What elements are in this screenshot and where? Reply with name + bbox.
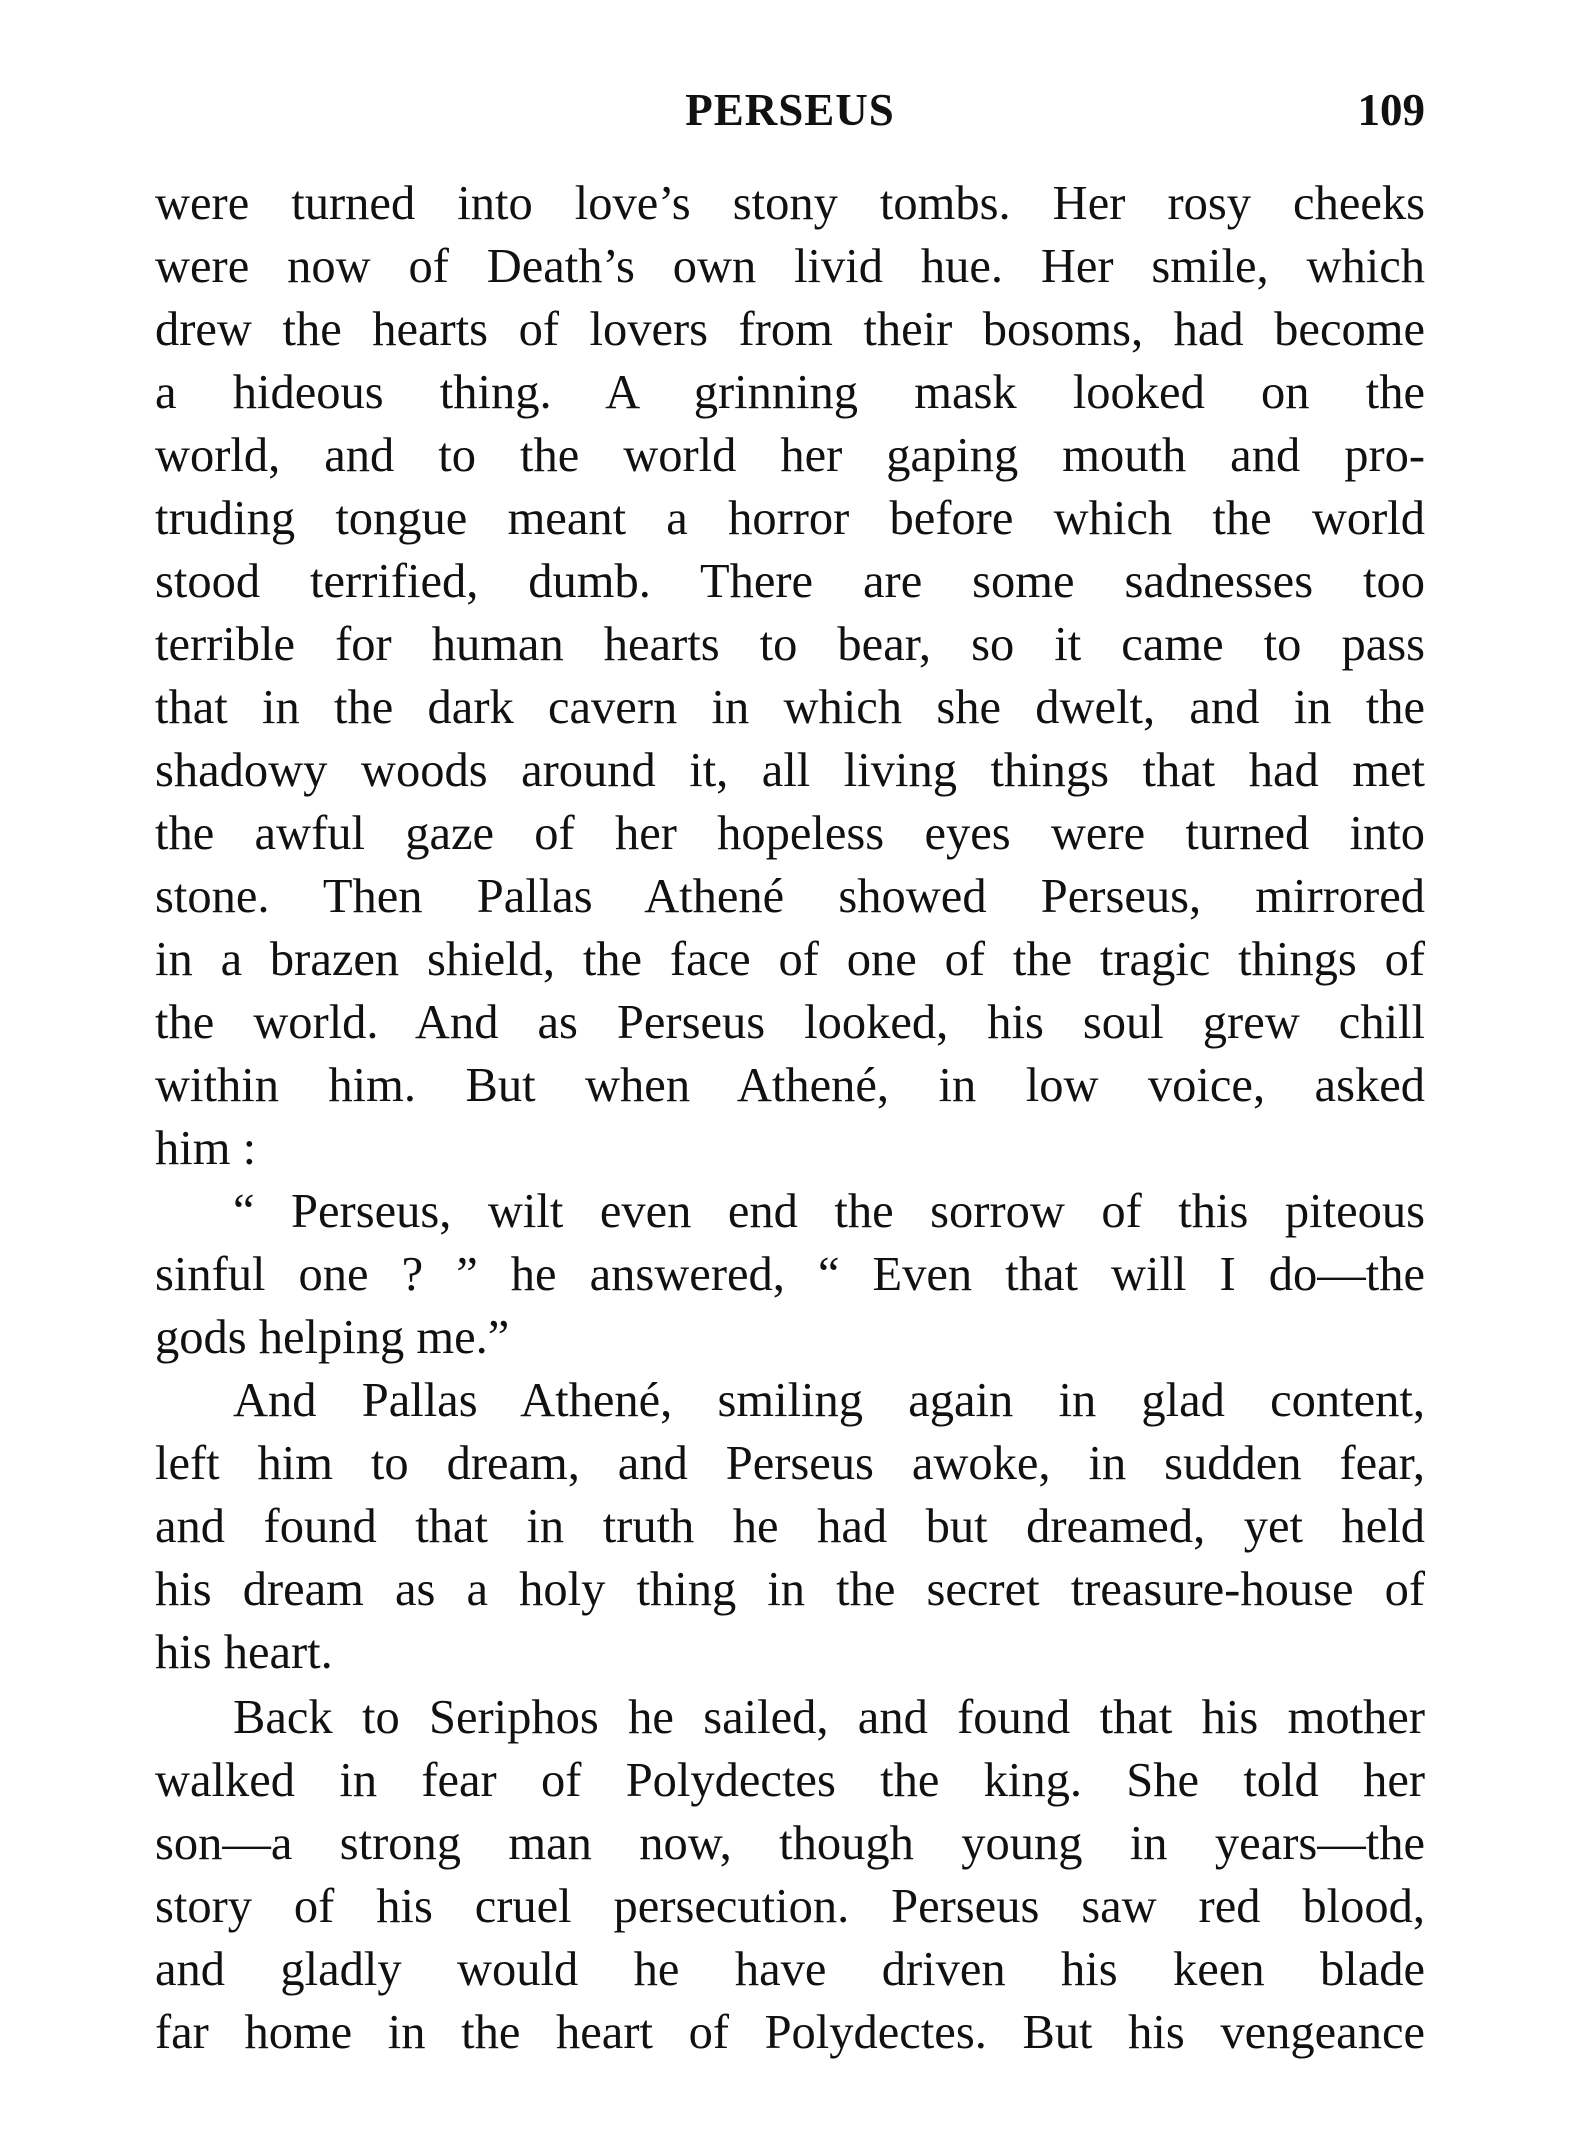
text-line: Back to Seriphos he sailed, and found that his mother bbox=[233, 1691, 1425, 1744]
text-line: world, and to the world her gaping mouth and pro- bbox=[155, 429, 1425, 482]
text-line: and found that in truth he had but dreamed, yet held bbox=[155, 1500, 1425, 1553]
text-line: son—a strong man now, though young in years—the bbox=[155, 1817, 1425, 1870]
text-line: that in the dark cavern in which she dwelt, and in the bbox=[155, 681, 1425, 734]
text-line: shadowy woods around it, all living things that had met bbox=[155, 744, 1425, 797]
text-line: sinful one ? ” he answered, “ Even that will I do—the bbox=[155, 1248, 1425, 1301]
text-line: the awful gaze of her hopeless eyes were turned into bbox=[155, 807, 1425, 860]
text-line: within him. But when Athené, in low voice, asked bbox=[155, 1059, 1425, 1112]
text-line: story of his cruel persecution. Perseus saw red blood, bbox=[155, 1880, 1425, 1933]
text-line: stone. Then Pallas Athené showed Perseus, mirrored bbox=[155, 870, 1425, 923]
text-line: the world. And as Perseus looked, his soul grew chill bbox=[155, 996, 1425, 1049]
text-line: and gladly would he have driven his keen blade bbox=[155, 1943, 1425, 1996]
text-line: were now of Death’s own livid hue. Her smile, which bbox=[155, 240, 1425, 293]
text-line: his heart. bbox=[155, 1626, 333, 1679]
body-text bbox=[155, 172, 1425, 2064]
text-line: “ Perseus, wilt even end the sorrow of this piteous bbox=[233, 1185, 1425, 1238]
text-line: drew the hearts of lovers from their bosoms, had become bbox=[155, 303, 1425, 356]
text-line: And Pallas Athené, smiling again in glad content, bbox=[233, 1374, 1425, 1427]
text-line: a hideous thing. A grinning mask looked on the bbox=[155, 366, 1425, 419]
running-title: PERSEUS bbox=[685, 85, 895, 135]
text-line: truding tongue meant a horror before which the world bbox=[155, 492, 1425, 545]
text-line: him : bbox=[155, 1122, 257, 1175]
text-line: were turned into love’s stony tombs. Her rosy cheeks bbox=[155, 177, 1425, 230]
text-line: left him to dream, and Perseus awoke, in sudden fear, bbox=[155, 1437, 1425, 1490]
text-line: far home in the heart of Polydectes. But his vengeance bbox=[155, 2006, 1425, 2059]
page-number: 109 bbox=[1357, 85, 1425, 135]
text-line: his dream as a holy thing in the secret treasure-house of bbox=[155, 1563, 1425, 1616]
text-line: stood terrified, dumb. There are some sadnesses too bbox=[155, 555, 1425, 608]
text-line: gods helping me.” bbox=[155, 1311, 510, 1364]
text-line: in a brazen shield, the face of one of the tragic things of bbox=[155, 933, 1425, 986]
text-line: terrible for human hearts to bear, so it came to pass bbox=[155, 618, 1425, 671]
text-line: walked in fear of Polydectes the king. She told her bbox=[155, 1754, 1425, 1807]
page-header bbox=[155, 75, 1425, 145]
